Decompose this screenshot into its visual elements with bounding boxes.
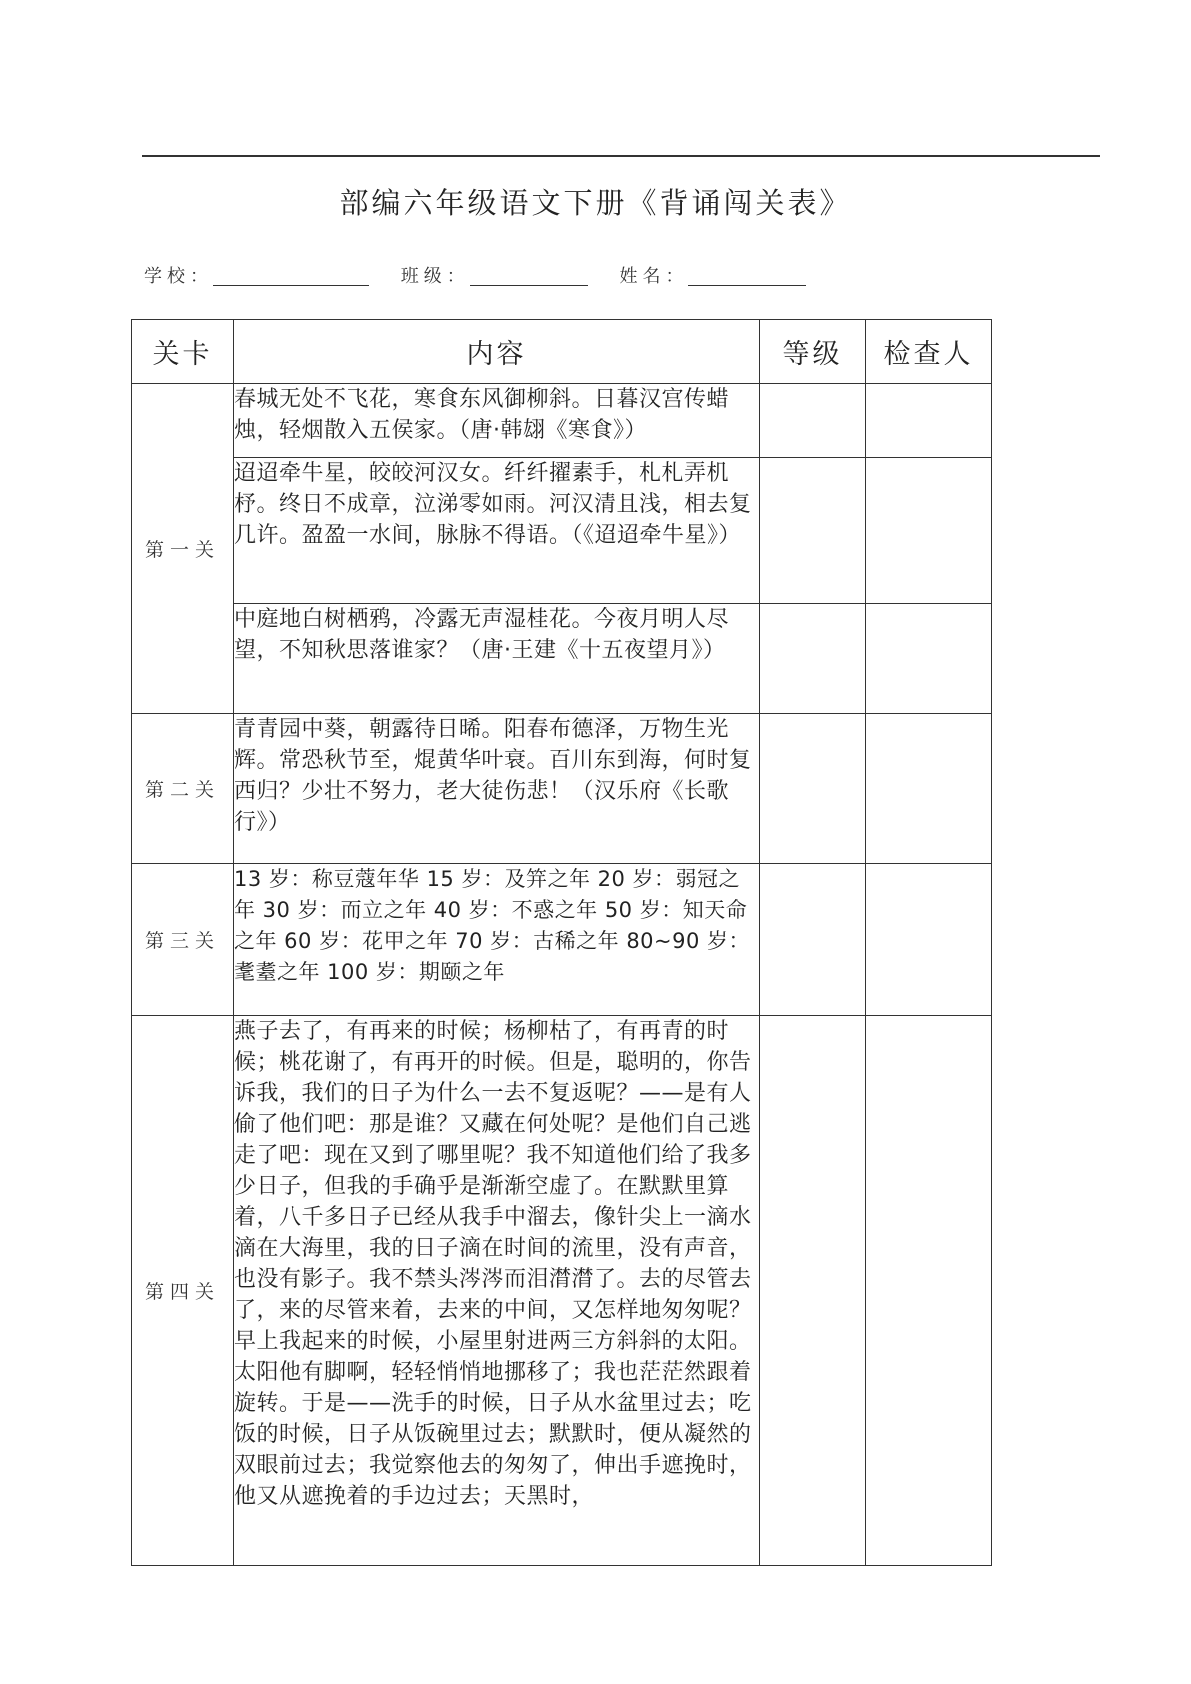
checker-cell[interactable] <box>866 714 992 864</box>
content-cell-5 <box>234 864 760 1016</box>
content-text: 青青园中葵，朝露待日晞。阳春布德泽，万物生光辉。常恐秋节至，焜黄华叶衰。百川东到海，何时复西归？少壮不努力，老大徒伤悲！（汉乐府《长歌行》） <box>234 717 752 835</box>
grade-cell[interactable] <box>760 1016 866 1566</box>
header-level: 关卡 <box>132 320 234 384</box>
content-cell-2 <box>234 458 760 604</box>
table-row <box>132 458 992 604</box>
table-row <box>132 1016 992 1566</box>
class-label: 班级： <box>400 266 470 287</box>
top-rule <box>142 155 1100 157</box>
level-4-cell: 第四关 <box>132 1016 234 1566</box>
checker-cell[interactable] <box>866 384 992 458</box>
content-text: 燕子去了，有再来的时候；杨柳枯了，有再青的时候；桃花谢了，有再开的时候。但是，聪明的，你告诉我，我们的日子为什么一去不复返呢？——是有人偷了他们吧：那是谁？又藏在何处呢？是他们自己逃走了吧：现在又到了哪里呢？我不知道他们给了我多少日子，但我的手确乎是渐渐空虚了。在默默里算着，八千多日子已经从我手中溜去，像针尖上一滴水滴在大海里，我的日子滴在时间的流里，没有声音，也没有影子。我不禁头涔涔而泪潸潸了。去的尽管去了，来的尽管来着，去来的中间，又怎样地匆匆呢？早上我起来的时候，小屋里射进两三方斜斜的太阳。太阳他有脚啊，轻轻悄悄地挪移了；我也茫茫然跟着旋转。于是——洗手的时候，日子从水盆里过去；吃饭的时候，日子从饭碗里过去；默默时，便从凝然的双眼前过去；我觉察他去的匆匆了，伸出手遮挽时，他又从遮挽着的手边过去；天黑时， <box>234 1019 752 1509</box>
content-cell-6 <box>234 1016 760 1566</box>
grade-cell[interactable] <box>760 458 866 604</box>
content-text: 迢迢牵牛星，皎皎河汉女。纤纤擢素手，札札弄机杼。终日不成章，泣涕零如雨。河汉清且浅，相去复几许。盈盈一水间，脉脉不得语。（《迢迢牵牛星》） <box>234 461 752 548</box>
level-2-cell: 第二关 <box>132 714 234 864</box>
level-1-cell: 第一关 <box>132 384 234 714</box>
header-grade: 等级 <box>760 320 866 384</box>
content-cell-1 <box>234 384 760 458</box>
checker-cell[interactable] <box>866 864 992 1016</box>
content-text: 中庭地白树栖鸦，冷露无声湿桂花。今夜月明人尽望，不知秋思落谁家？（唐·王建《十五夜望月》） <box>234 607 730 663</box>
school-field[interactable] <box>213 265 369 286</box>
school-label: 学校： <box>144 266 213 287</box>
checker-cell[interactable] <box>866 458 992 604</box>
header-content: 内容 <box>234 320 760 384</box>
checker-cell[interactable] <box>866 604 992 714</box>
grade-cell[interactable] <box>760 864 866 1016</box>
content-cell-4 <box>234 714 760 864</box>
header-row <box>132 320 992 384</box>
grade-cell[interactable] <box>760 384 866 458</box>
class-field[interactable] <box>470 265 588 286</box>
content-text: 13 岁：称豆蔻年华 15 岁：及笄之年 20 岁：弱冠之年 30 岁：而立之年 40 岁：不惑之年 50 岁：知天命之年 60 岁：花甲之年 70 岁：古稀之年 80~90 岁：耄耋之年 100 岁：期颐之年 <box>234 867 751 984</box>
table-row <box>132 604 992 714</box>
content-cell-3 <box>234 604 760 714</box>
recitation-table <box>131 319 992 1566</box>
grade-cell[interactable] <box>760 604 866 714</box>
level-3-cell: 第三关 <box>132 864 234 1016</box>
student-info-line <box>144 262 806 288</box>
table-row <box>132 714 992 864</box>
table-row <box>132 864 992 1016</box>
checker-cell[interactable] <box>866 1016 992 1566</box>
table-row <box>132 384 992 458</box>
header-checker: 检查人 <box>866 320 992 384</box>
content-text: 春城无处不飞花，寒食东风御柳斜。日暮汉宫传蜡烛，轻烟散入五侯家。（唐·韩翃《寒食》） <box>234 387 730 443</box>
name-field[interactable] <box>688 265 806 286</box>
name-label: 姓名： <box>619 266 689 287</box>
grade-cell[interactable] <box>760 714 866 864</box>
page-title: 部编六年级语文下册《背诵闯关表》 <box>339 186 852 220</box>
